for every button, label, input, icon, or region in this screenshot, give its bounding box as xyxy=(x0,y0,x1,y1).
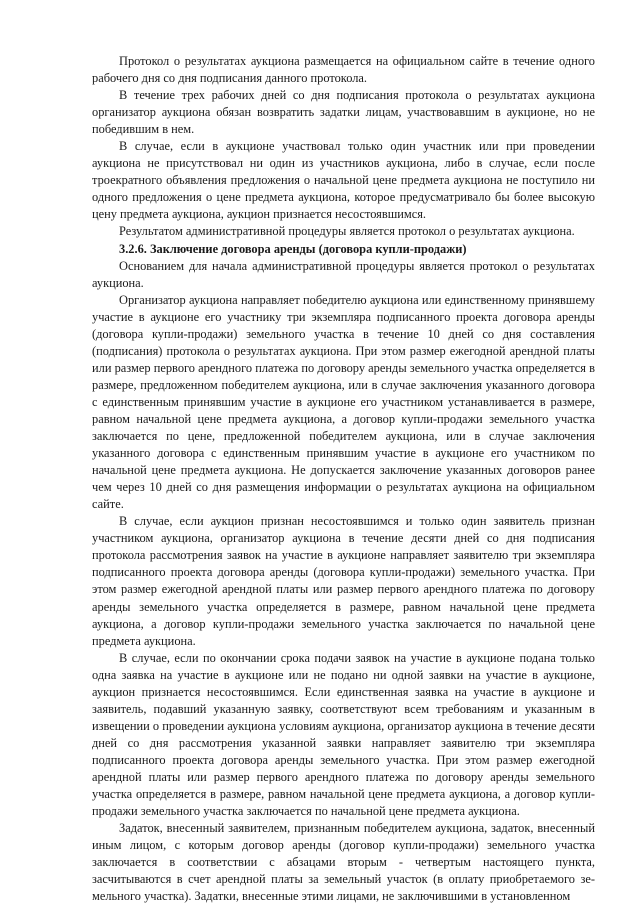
paragraph-procedure-result: Результатом административной процедуры является протокол о результатах аукциона. xyxy=(119,224,575,239)
paragraph-single-application: В случае, если по окончании срока подачи заявок на участие в аукционе подана только одна заявка на участие в аукционе или не подано ни одной заявки на участие в аукционе, аукцион признается несостоявшимся. Если единственная заявка на участие в аукционе и заявитель, подавший указанную заявку, соответствуют всем требованиям и указанным в извещении о проведении аукциона условиям аукциона, организатор аукциона в течение десяти дней со дня рассмотрения указанной заявки направляет заявителю три экземпляра подписанного проекта договора аренды земельного участка. При этом размер ежегодной арендной платы или размер первого арендного платежа по договору аренды земельного участка определяется в размере, равном начальной цене предмета аукциона, а договор купли-продажи земельного участка заключается по начальной цене предмета аукциона. xyxy=(92,650,595,819)
paragraph-deposit-return: В течение трех рабочих дней со дня подписания протокола о результатах аукциона организатор аукциона обязан возвратить задатки лицам, участвовавшим в аукционе, но не победившим в нем. xyxy=(92,88,595,137)
section-heading: 3.2.6. Заключение договора аренды (договора купли-продажи) xyxy=(119,241,467,256)
paragraph-deposits: Задаток, внесенный заявителем, признанным победителем аукциона, задаток, внесенный иным лицом, с которым договор аренды (договор купли-продажи) земельного участка заключается в соответствии с абзацами вторым - четвертым настоящего пункта, засчитываются в счет арендной платы за земельный участок (в оплату приобретаемого земельного участка). Задатки, внесенные этими лицами, не заключившими в установленном xyxy=(92,821,595,904)
paragraph-auction-failed: В случае, если в аукционе участвовал только один участник или при проведении аукциона не присутствовал ни один из участников аукциона, либо в случае, если после троекратного объявления предложения о начальной цене предмета аукциона не поступило ни одного предложения о цене предмета аукциона, которое предусматривало бы более высокую цену предмета аукциона, аукцион признается несостоявшимся. xyxy=(92,139,595,222)
paragraph-protocol-publication: Протокол о результатах аукциона размещается на официальном сайте в течение одного рабочего дня со дня подписания данного протокола. xyxy=(92,54,595,86)
paragraph-contract-sending: Организатор аукциона направляет победителю аукциона или единственному принявшему участие в аукционе его участнику три экземпляра подписанного проекта договора аренды (договора купли-продажи) земельного участка в течение 10 дней со дня составления (подписания) протокола о результатах аукциона. При этом размер ежегодной арендной платы или размер первого арендного платежа по договору аренды земельного участка определяется в размере, предложенном победителем аукциона, или в случае заключения указанного договора с единственным принявшим участие в аукционе его участником устанавливается в размере, равном начальной цене предмета аукциона, а договор купли-продажи земельного участка заключается по цене, предложенной победителем аукциона, или в случае заключения указанного договора с единственным принявшим участие в аукционе его участником по начальной цене предмета аукциона. Не допускается заключение указанных договоров ранее чем через 10 дней со дня размещения информации о результатах аукциона на официальном сайте. xyxy=(92,292,595,512)
paragraph-procedure-basis: Основанием для начала административной процедуры является протокол о результатах аукциона. xyxy=(92,258,595,290)
paragraph-single-applicant: В случае, если аукцион признан несостоявшимся и только один заявитель признан участником аукциона, организатор аукциона в течение десяти дней со дня подписания протокола рассмотрения заявок на участие в аукционе направляет заявителю три экземпляра подписанного проекта договора аренды (договора купли-продажи) земельного участка. При этом размер ежегодной арендной платы или размер первого арендного платежа по договору аренды земельного участка определяется в размере, равном начальной цене предмета аукциона, а договор купли-продажи земельного участка заключается по начальной цене предмета аукциона. xyxy=(92,514,595,648)
